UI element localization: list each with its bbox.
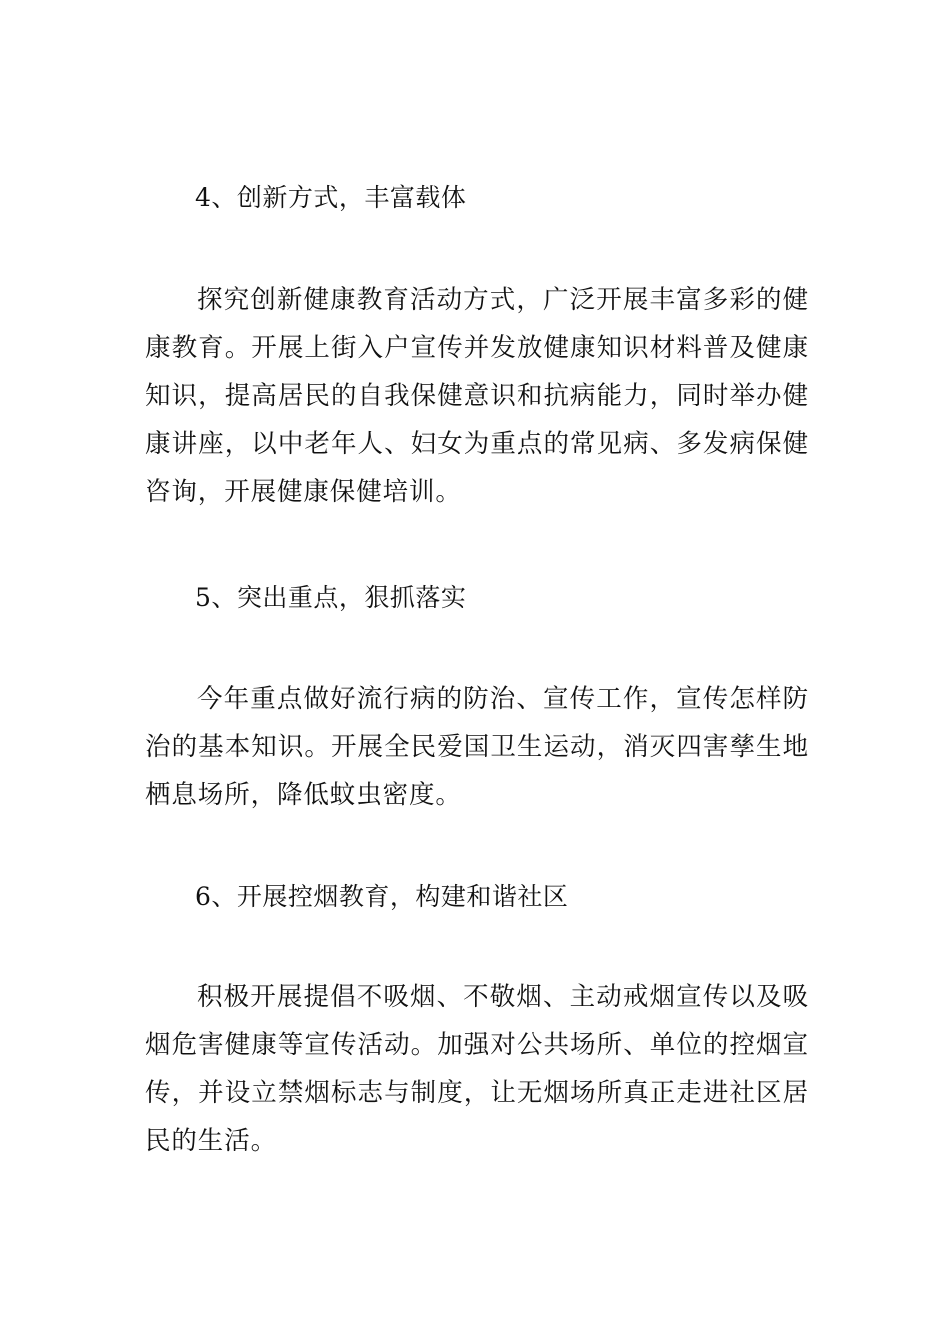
section-5-heading: 5、突出重点，狠抓落实 — [195, 583, 467, 612]
section-6-heading: 6、开展控烟教育，构建和谐社区 — [195, 882, 569, 911]
section-6-paragraph: 积极开展提倡不吸烟、不敬烟、主动戒烟宣传以及吸烟危害健康等宣传活动。加强对公共场所、单位的控烟宣传，并设立禁烟标志与制度，让无烟场所真正走进社区居民的生活。 — [145, 982, 809, 1156]
section-4-paragraph: 探究创新健康教育活动方式，广泛开展丰富多彩的健康教育。开展上街入户宣传并发放健康知识材料普及健康知识，提高居民的自我保健意识和抗病能力，同时举办健康讲座，以中老年人、妇女为重点的常见病、多发病保健咨询，开展健康保健培训。 — [145, 285, 809, 507]
section-5-paragraph: 今年重点做好流行病的防治、宣传工作，宣传怎样防治的基本知识。开展全民爱国卫生运动，消灭四害孳生地栖息场所，降低蚊虫密度。 — [145, 684, 809, 810]
section-4-heading: 4、创新方式，丰富载体 — [195, 183, 467, 212]
